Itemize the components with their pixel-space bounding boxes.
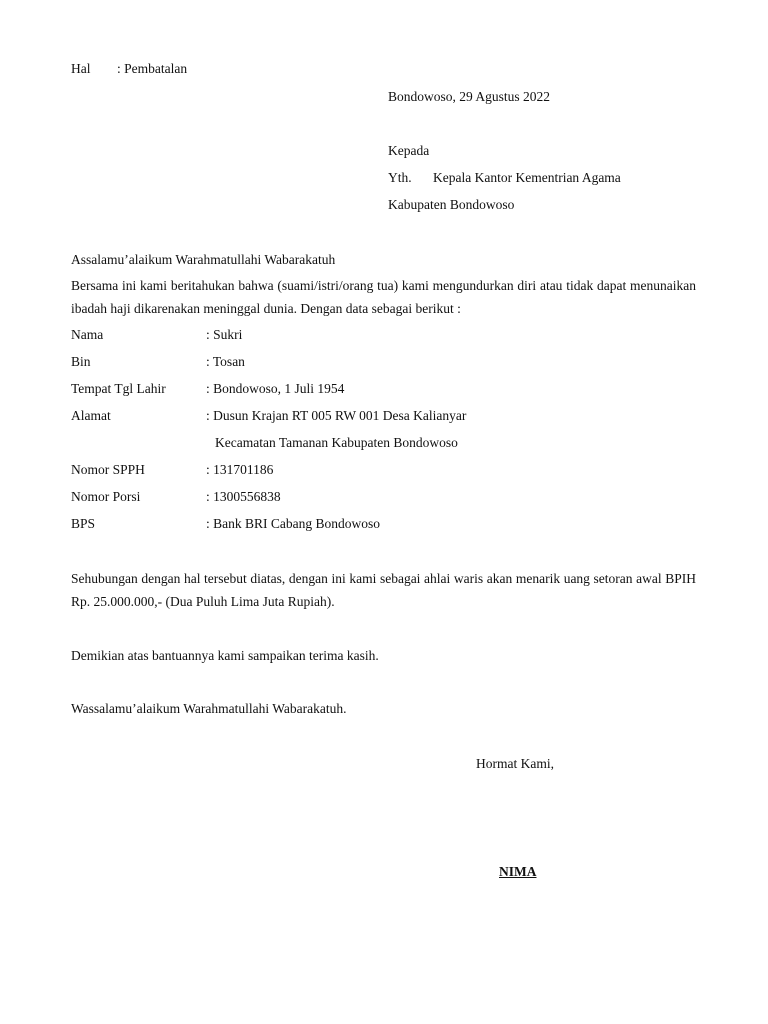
field-label-spph: Nomor SPPH bbox=[71, 462, 145, 477]
intro-paragraph: Bersama ini kami beritahukan bahwa (suami/istri/orang tua) kami mengundurkan diri atau tidak dapat menunaikan ibadah haji dikarenakan meninggal dunia. Dengan data sebagai berikut : bbox=[71, 278, 696, 316]
thanks-line: Demikian atas bantuannya kami sampaikan terima kasih. bbox=[71, 648, 379, 663]
field-value-birth: : Bondowoso, 1 Juli 1954 bbox=[206, 381, 345, 396]
field-value-address-continuation: Kecamatan Tamanan Kabupaten Bondowoso bbox=[215, 435, 458, 450]
field-value-bps: : Bank BRI Cabang Bondowoso bbox=[206, 516, 380, 531]
field-label-birth: Tempat Tgl Lahir bbox=[71, 381, 166, 396]
field-value-address: : Dusun Krajan RT 005 RW 001 Desa Kalianyar bbox=[206, 408, 467, 423]
statement-paragraph: Sehubungan dengan hal tersebut diatas, dengan ini kami sebagai ahlai waris akan menarik uang setoran awal BPIH Rp. 25.000.000,- (Dua Puluh Lima Juta Rupiah). bbox=[71, 571, 696, 609]
field-value-porsi: : 1300556838 bbox=[206, 489, 281, 504]
recipient-to-label: Kepada bbox=[388, 143, 430, 158]
field-label-nama: Nama bbox=[71, 327, 104, 342]
subject-label: Hal bbox=[71, 61, 91, 76]
recipient-honorific: Yth. bbox=[388, 170, 412, 185]
place-date: Bondowoso, 29 Agustus 2022 bbox=[388, 89, 551, 104]
opening-greeting: Assalamu’alaikum Warahmatullahi Wabarakatuh bbox=[71, 252, 336, 267]
recipient-city: Kabupaten Bondowoso bbox=[388, 197, 515, 212]
closing-greeting: Wassalamu’alaikum Warahmatullahi Wabarakatuh. bbox=[71, 701, 347, 716]
subject-value: : Pembatalan bbox=[117, 61, 188, 76]
field-label-bin: Bin bbox=[71, 354, 91, 369]
field-value-spph: : 131701186 bbox=[206, 462, 274, 477]
field-label-address: Alamat bbox=[71, 408, 111, 423]
field-value-nama: : Sukri bbox=[206, 327, 243, 342]
field-label-bps: BPS bbox=[71, 516, 96, 531]
field-value-bin: : Tosan bbox=[206, 354, 245, 369]
recipient-name: Kepala Kantor Kementrian Agama bbox=[433, 170, 621, 185]
field-label-porsi: Nomor Porsi bbox=[71, 489, 141, 504]
signer-name: NIMA bbox=[499, 864, 537, 879]
regards-line: Hormat Kami, bbox=[476, 756, 554, 771]
